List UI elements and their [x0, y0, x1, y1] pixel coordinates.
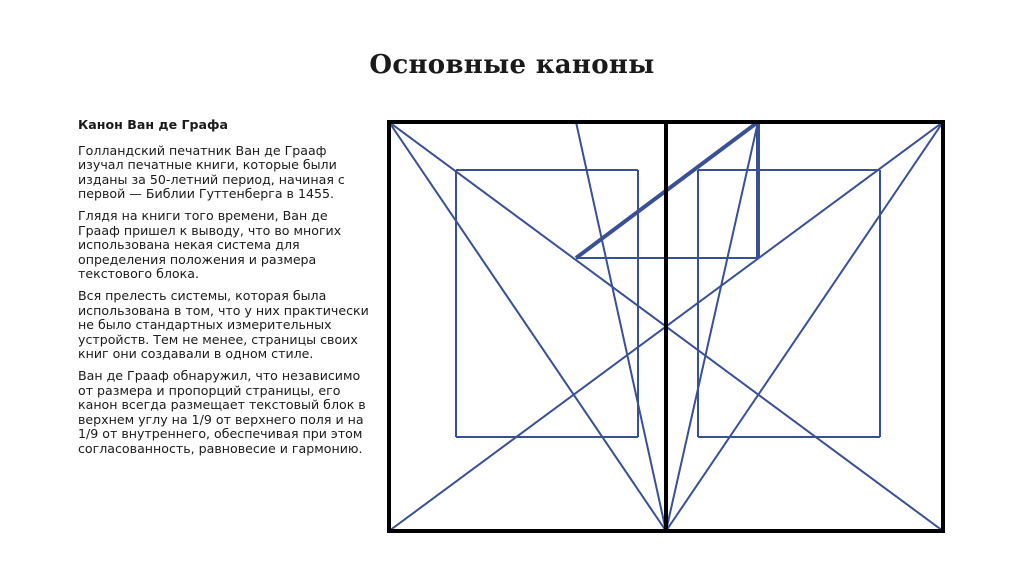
- paragraph-2: Глядя на книги того времени, Ван де Грааф пришел к выводу, что во многих использована некая система для определения положения и размера текстового блока.: [78, 207, 342, 282]
- text-column: [78, 118, 370, 463]
- right-page-diagonal: [666, 122, 943, 531]
- left-page-diagonal: [389, 122, 666, 531]
- paragraph-4: Ван де Грааф обнаружил, что независимо от размера и пропорций страницы, его канон всегда размещает текстовый блок в верхнем углу на 1/9 от верхнего поля и на 1/9 от внутреннего, обеспечивая при этом согласованность, равновесие и гармонию.: [78, 367, 366, 456]
- section-heading: Канон Ван де Графа: [78, 117, 229, 132]
- van-de-graaf-canon-diagram: [382, 115, 952, 541]
- paragraph-1: Голландский печатник Ван де Грааф изучал печатные книги, которые были изданы за 50-летний период, начиная с первой — Библии Гуттенберга в 1455.: [78, 142, 345, 202]
- spine-construction-line: [666, 122, 758, 531]
- slide-title: Основные каноны: [369, 50, 655, 80]
- spine-construction-line-left: [576, 122, 666, 531]
- paragraph-3: Вся прелесть системы, которая была использована в том, что у них практически не было стандартных измерительных устройств. Тем не менее, страницы своих книг они создавали в одном стиле.: [78, 287, 369, 362]
